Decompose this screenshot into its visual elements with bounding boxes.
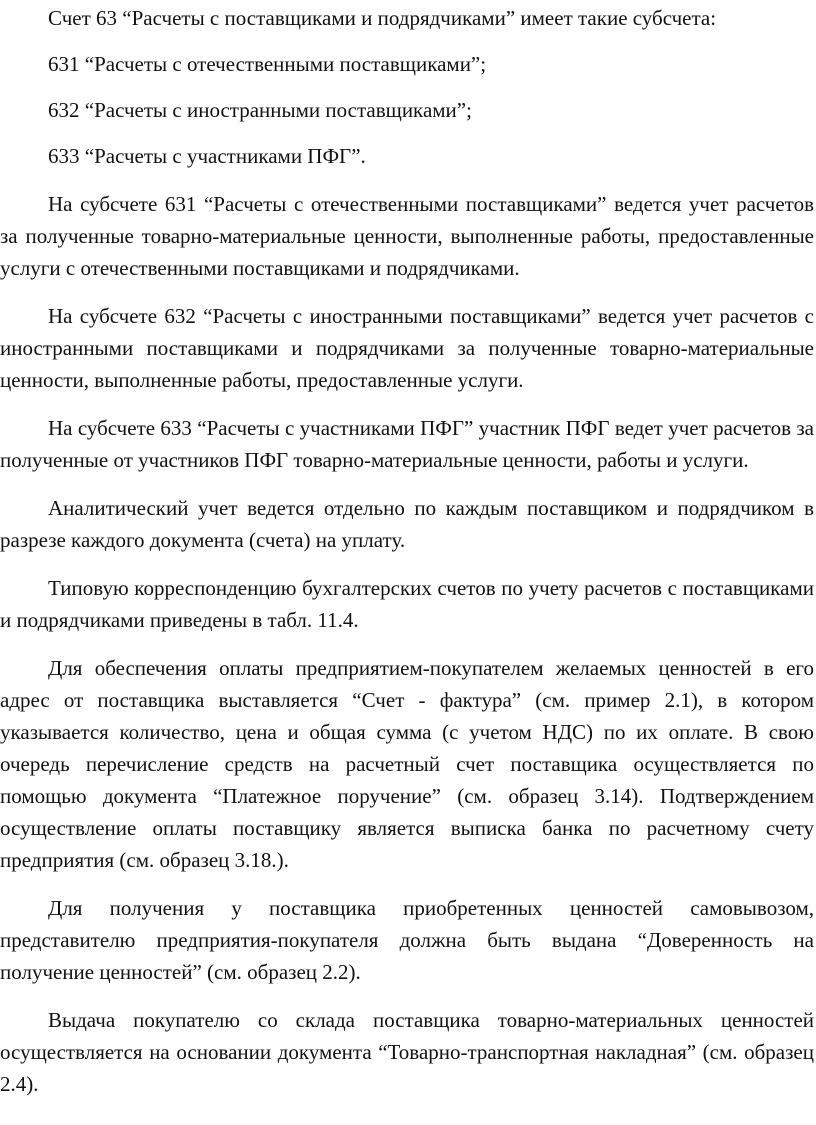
document-body bbox=[0, 2, 814, 1100]
paragraph-warehouse-issue: Выдача покупателю со склада поставщика товарно-материальных ценностей осуществляется на основании документа “Товарно-транспортная накладная” (см. образец 2.4). bbox=[0, 1008, 814, 1096]
paragraph-payment-process: Для обеспечения оплаты предприятием-покупателем желаемых ценностей в его адрес от поставщика выставляется “Счет - фактура” (см. пример 2.1), в котором указывается количество, цена и общая сумма (с учетом НДС) по их оплате. В свою очередь перечисление средств на расчетный счет поставщика осуществляется по помощью документа “Платежное поручение” (см. образец 3.14). Подтверждением осуществление оплаты поставщику является выписка банка по расчетному счету предприятия (см. образец 3.18.). bbox=[0, 656, 814, 872]
paragraph-subaccount-632: 632 “Расчеты с иностранными поставщиками”; bbox=[48, 98, 472, 122]
paragraph-typical-correspondence: Типовую корреспонденцию бухгалтерских счетов по учету расчетов с поставщиками и подрядчиками приведены в табл. 11.4. bbox=[0, 576, 814, 632]
paragraph-analytic-accounting: Аналитический учет ведется отдельно по каждым поставщиком и подрядчиком в разрезе каждого документа (счета) на уплату. bbox=[0, 496, 814, 552]
paragraph-633-description: На субсчете 633 “Расчеты с участниками ПФГ” участник ПФГ ведет учет расчетов за полученные от участников ПФГ товарно-материальные ценности, работы и услуги. bbox=[0, 416, 814, 472]
paragraph-632-description: На субсчете 632 “Расчеты с иностранными поставщиками” ведется учет расчетов с иностранными поставщиками и подрядчиками за полученные товарно-материальные ценности, выполненные работы, предоставленные услуги. bbox=[0, 304, 814, 392]
paragraph-pickup-authorization: Для получения у поставщика приобретенных ценностей самовывозом, представителю предприятия-покупателя должна быть выдана “Доверенность на получение ценностей” (см. образец 2.2). bbox=[0, 896, 814, 984]
paragraph-631-description: На субсчете 631 “Расчеты с отечественными поставщиками” ведется учет расчетов за полученные товарно-материальные ценности, выполненные работы, предоставленные услуги с отечественными поставщиками и подрядчиками. bbox=[0, 192, 814, 280]
paragraph-account-63: Счет 63 “Расчеты с поставщиками и подрядчиками” имеет такие субсчета: bbox=[48, 6, 717, 30]
paragraph-subaccount-633: 633 “Расчеты с участниками ПФГ”. bbox=[48, 144, 366, 168]
paragraph-subaccount-631: 631 “Расчеты с отечественными поставщиками”; bbox=[48, 52, 487, 76]
